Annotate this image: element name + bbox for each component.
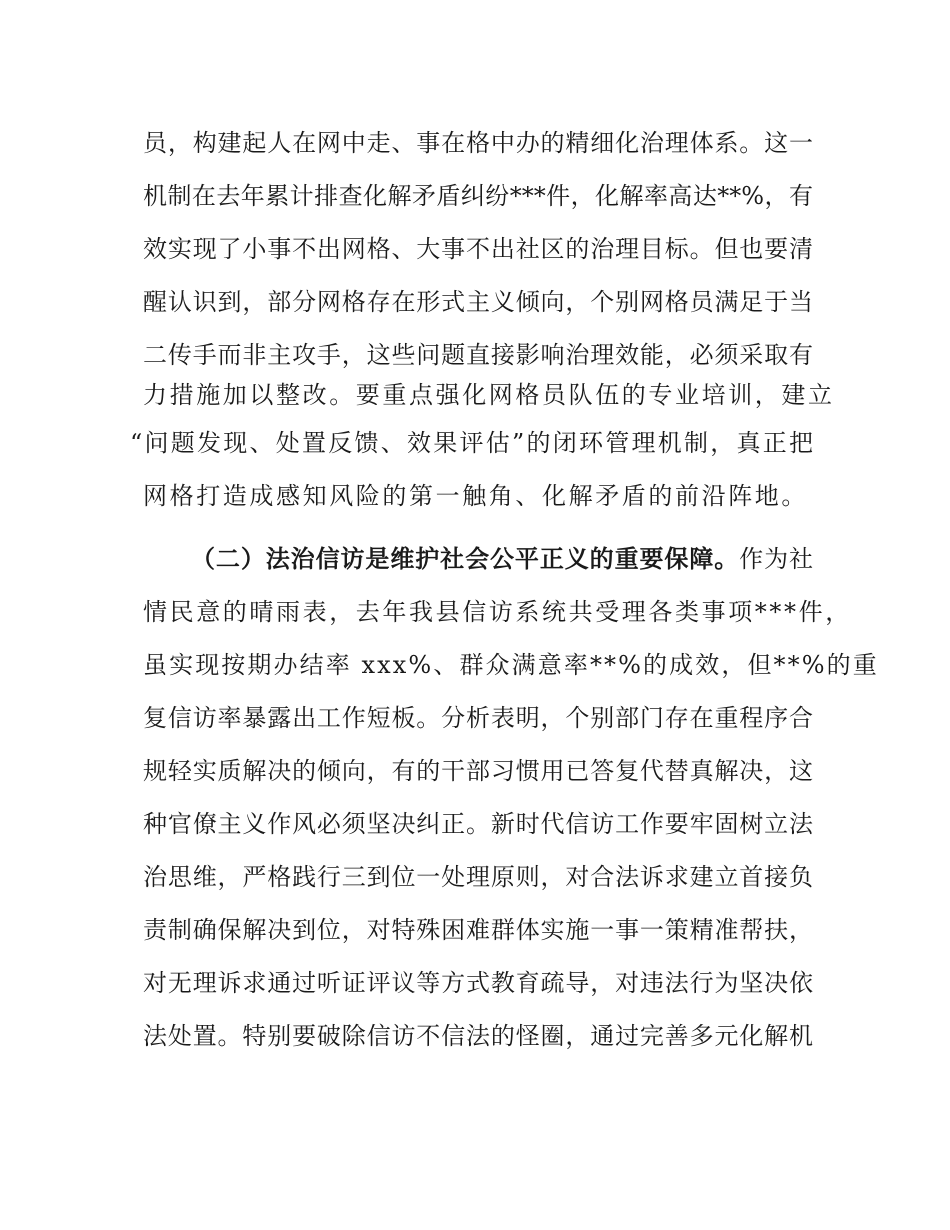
paragraph2-line-4: 复信访率暴露出工作短板。分析表明，个别部门存在重程序合: [143, 704, 813, 732]
paragraph2-line-2: 情民意的晴雨表，去年我县信访系统共受理各类事项***件，: [143, 598, 852, 626]
paragraph1-line-3: 效实现了小事不出网格、大事不出社区的治理目标。但也要清: [143, 235, 813, 263]
paragraph2-line-3: 虽实现按期办结率 xxx%、群众满意率**%的成效，但**%的重: [143, 651, 879, 679]
paragraph2-line-10: 法处置。特别要破除信访不信法的怪圈，通过完善多元化解机: [143, 1022, 813, 1050]
paragraph2-first-line-rest: 作为社: [739, 545, 814, 573]
paragraph2-line-5: 规轻实质解决的倾向，有的干部习惯用已答复代替真解决，这: [143, 757, 813, 785]
paragraph1-line-1: 员，构建起人在网中走、事在格中办的精细化治理体系。这一: [143, 129, 813, 157]
paragraph2-line-8: 责制确保解决到位，对特殊困难群体实施一事一策精准帮扶，: [143, 916, 813, 944]
paragraph1-line-6: 力措施加以整改。要重点强化网格员队伍的专业培训，建立: [143, 381, 835, 409]
paragraph1-line-5: 二传手而非主攻手，这些问题直接影响治理效能，必须采取有: [143, 341, 813, 369]
paragraph1-line-8: 网格打造成感知风险的第一触角、化解矛盾的前沿阵地。: [143, 482, 808, 510]
paragraph2-heading: （二）法治信访是维护社会公平正义的重要保障。: [191, 544, 740, 573]
paragraph2-line-6: 种官僚主义作风必须坚决纠正。新时代信访工作要牢固树立法: [143, 810, 813, 838]
paragraph1-line-2: 机制在去年累计排查化解矛盾纠纷***件，化解率高达**%，有: [143, 182, 813, 210]
paragraph2-line-1: [191, 544, 813, 574]
paragraph1-line-4: 醒认识到，部分网格存在形式主义倾向，个别网格员满足于当: [143, 288, 813, 316]
paragraph1-line-7: “问题发现、处置反馈、效果评估”的闭环管理机制，真正把: [130, 429, 813, 457]
paragraph2-line-7: 治思维，严格践行三到位一处理原则，对合法诉求建立首接负: [143, 863, 813, 891]
paragraph2-line-9: 对无理诉求通过听证评议等方式教育疏导，对违法行为坚决依: [143, 969, 813, 997]
